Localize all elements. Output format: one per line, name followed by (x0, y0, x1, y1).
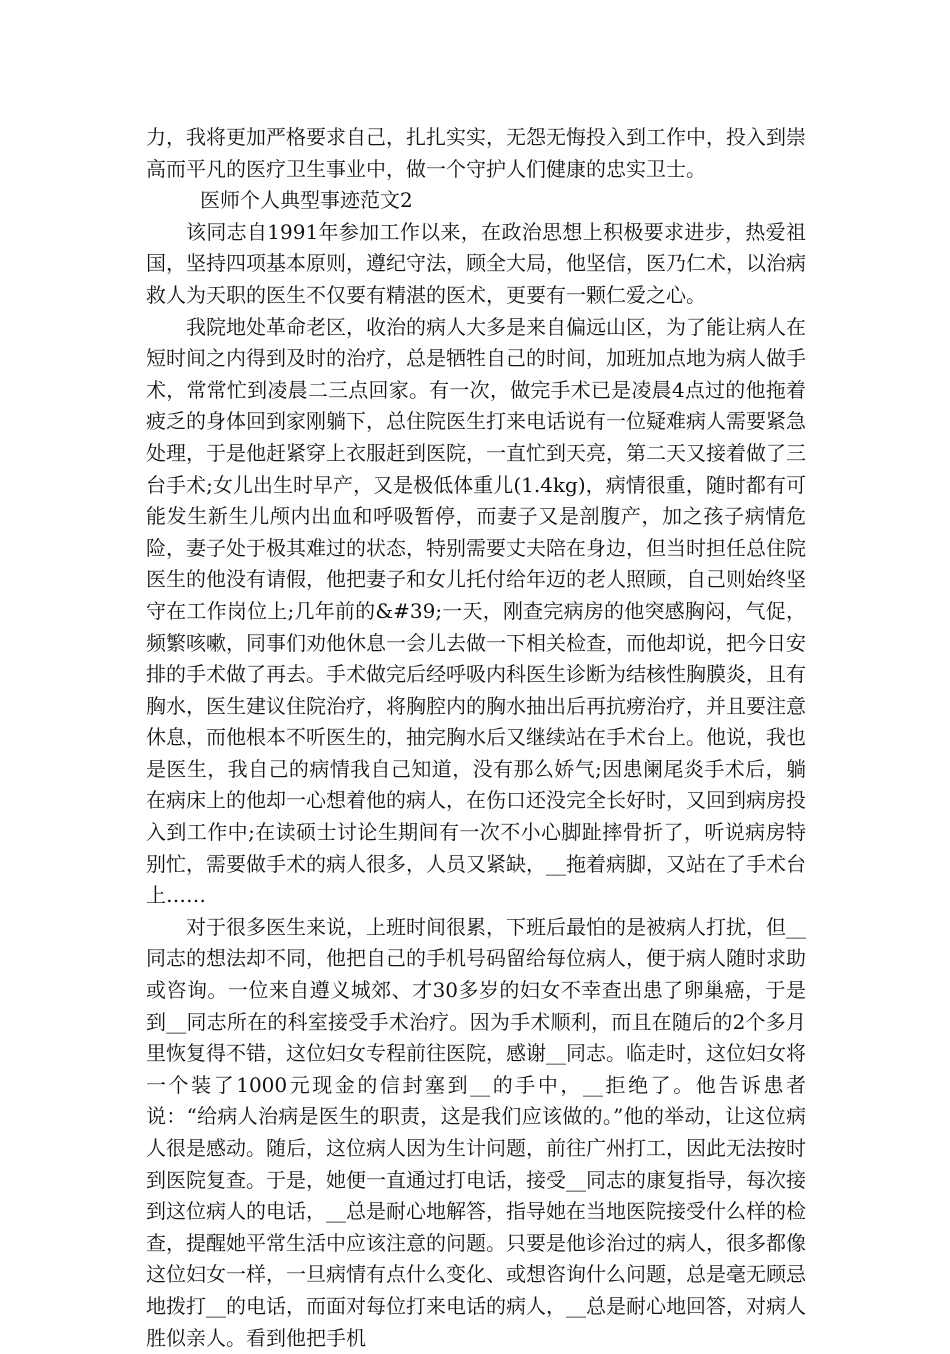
section-heading: 医师个人典型事迹范文2 (200, 188, 413, 213)
paragraph-patient-care: 对于很多医生来说，上班时间很累，下班后最怕的是被病人打扰，但__同志的想法却不同，他把自己的手机号码留给每位病人，便于病人随时求助或咨询。一位来自遵义城郊、才30多岁的妇女不幸查出患了卵巢癌，于是到__同志所在的科室接受手术治疗。因为手术顺利，而且在随后的2个多月里恢复得不错，这位妇女专程前往医院，感谢__同志。临走时，这位妇女将一个装了1000元现金的信封塞到__的手中，__拒绝了。他告诉患者说：“给病人治病是医生的职责，这是我们应该做的。”他的举动，让这位病人很是感动。随后，这位病人因为生计问题，前往广州打工，因此无法按时到医院复查。于是，她便一直通过打电话，接受__同志的康复指导，每次接到这位病人的电话，__总是耐心地解答，指导她在当地医院接受什么样的检查，提醒她平常生活中应该注意的问题。只要是他诊治过的病人，很多都像这位妇女一样，一旦病情有点什么变化、或想咨询什么问题，总是毫无顾忌地拨打__的电话，而面对每位打来电话的病人，__总是耐心地回答，对病人胜似亲人。看到他把手机 (146, 914, 806, 1350)
paragraph-dedication: 我院地处革命老区，收治的病人大多是来自偏远山区，为了能让病人在短时间之内得到及时的治疗，总是牺牲自己的时间，加班加点地为病人做手术，常常忙到凌晨二三点回家。有一次，做完手术已是凌晨4点过的他拖着疲乏的身体回到家刚躺下，总住院医生打来电话说有一位疑难病人需要紧急处理，于是他赶紧穿上衣服赶到医院，一直忙到天亮，第二天又接着做了三台手术;女儿出生时早产，又是极低体重儿(1.4kg)，病情很重，随时都有可能发生新生儿颅内出血和呼吸暂停，而妻子又是剖腹产，加之孩子病情危险，妻子处于极其难过的状态，特别需要丈夫陪在身边，但当时担任总住院医生的他没有请假，他把妻子和女儿托付给年迈的老人照顾，自己则始终坚守在工作岗位上;几年前的&#39;一天，刚查完病房的他突感胸闷，气促，频繁咳嗽，同事们劝他休息一会儿去做一下相关检查，而他却说，把今日安排的手术做了再去。手术做完后经呼吸内科医生诊断为结核性胸膜炎，且有胸水，医生建议住院治疗，将胸腔内的胸水抽出后再抗痨治疗，并且要注意休息，而他根本不听医生的，抽完胸水后又继续站在手术台上。他说，我也是医生，我自己的病情我自己知道，没有那么娇气;因患阑尾炎手术后，躺在病床上的他却一心想着他的病人，在伤口还没完全长好时，又回到病房投入到工作中;在读硕士讨论生期间有一次不小心脚趾摔骨折了，听说病房特别忙，需要做手术的病人很多，人员又紧缺，__拖着病脚，又站在了手术台上…… (146, 314, 806, 908)
paragraph-continuation: 力，我将更加严格要求自己，扎扎实实，无怨无悔投入到工作中，投入到崇高而平凡的医疗卫生事业中，做一个守护人们健康的忠实卫士。 (146, 125, 806, 181)
paragraph-intro: 该同志自1991年参加工作以来，在政治思想上积极要求进步，热爱祖国，坚持四项基本原则，遵纪守法，顾全大局，他坚信，医乃仁术，以治病救人为天职的医生不仅要有精湛的医术，更要有一颗仁爱之心。 (146, 219, 806, 307)
document-page (146, 122, 806, 1354)
